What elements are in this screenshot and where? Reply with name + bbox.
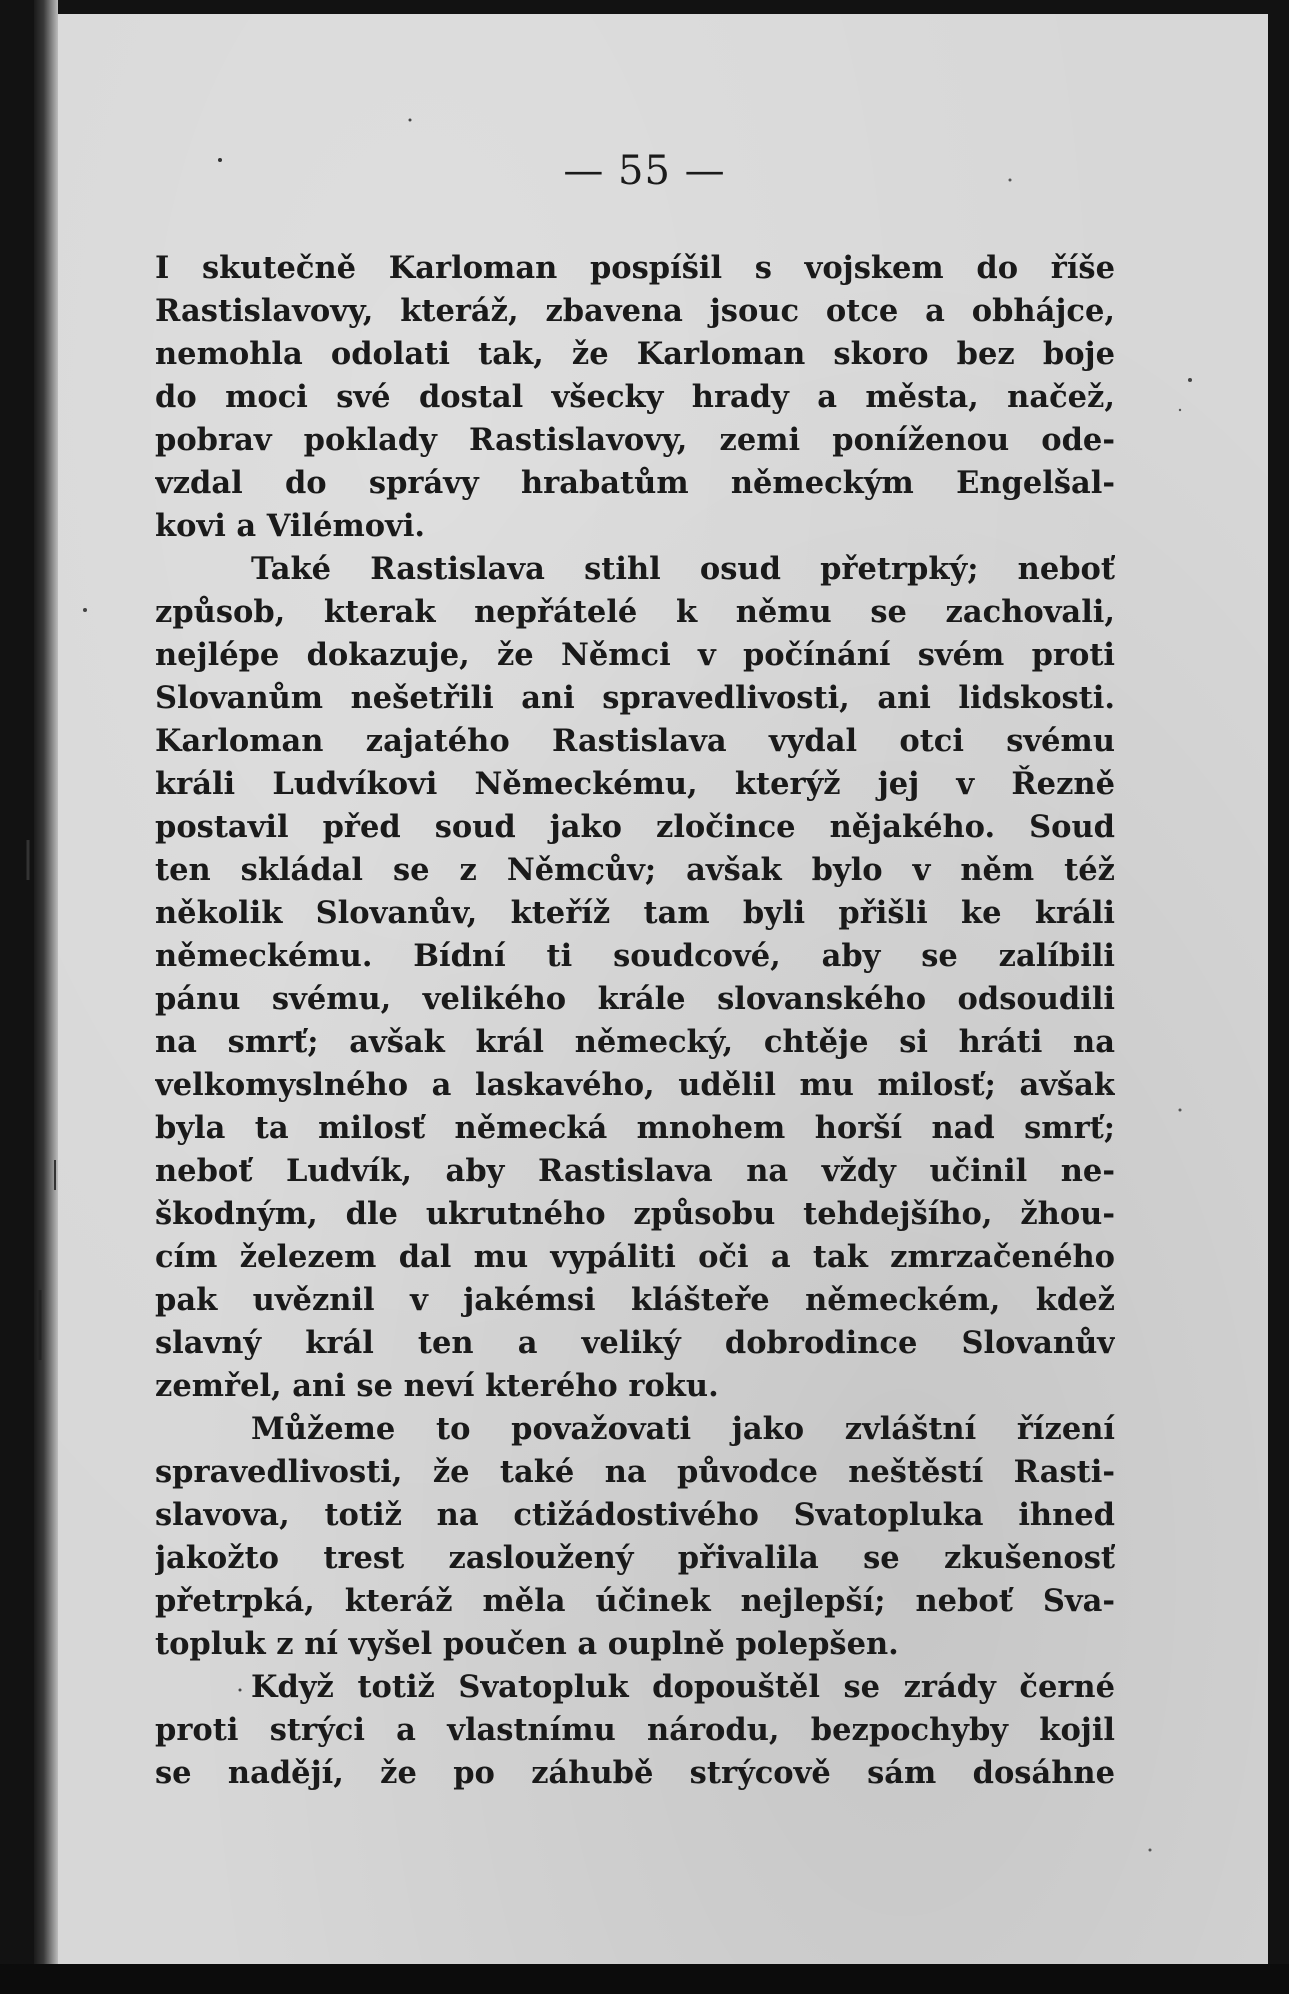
- text-line: nejlépe dokazuje, že Němci v počínání svém proti: [155, 637, 1115, 673]
- text-line: jakožto trest zasloužený přivalila se zkušenosť: [155, 1540, 1115, 1576]
- text-line: na smrť; avšak král německý, chtěje si hráti na: [155, 1024, 1115, 1060]
- text-line: pobrav poklady Rastislavovy, zemi poníženou ode-: [155, 422, 1115, 458]
- text-line: nemohla odolati tak, že Karloman skoro bez boje: [155, 336, 1115, 372]
- text-line: pak uvěznil v jakémsi klášteře německém, kdež: [155, 1282, 1115, 1318]
- text-line: cím železem dal mu vypáliti oči a tak zmrzačeného: [155, 1239, 1115, 1275]
- text-line: byla ta milosť německá mnohem horší nad smrť;: [155, 1110, 1115, 1146]
- text-line: do moci své dostal všecky hrady a města, načež,: [155, 379, 1115, 415]
- text-line: Když totiž Svatopluk dopouštěl se zrády černé: [251, 1669, 1115, 1705]
- text-line: pánu svému, velikého krále slovanského odsoudili: [155, 981, 1115, 1017]
- text-line: se nadějí, že po záhubě strýcově sám dosáhne: [155, 1755, 1115, 1791]
- text-line: přetrpká, kteráž měla účinek nejlepší; neboť Sva-: [155, 1583, 1115, 1619]
- text-line: zemřel, ani se neví kterého roku.: [155, 1368, 719, 1404]
- text-line: škodným, dle ukrutného způsobu tehdejšího, žhou-: [155, 1196, 1115, 1232]
- text-line: kovi a Vilémovi.: [155, 508, 426, 544]
- page-number: — 55 —: [563, 148, 726, 194]
- scan-bottom-border: [0, 1964, 1289, 1994]
- text-line: neboť Ludvík, aby Rastislava na vždy učinil ne-: [155, 1153, 1115, 1189]
- text-line: postavil před soud jako zločince nějakého. Soud: [155, 809, 1115, 845]
- text-line: I skutečně Karloman pospíšil s vojskem do říše: [155, 250, 1115, 286]
- text-line: ten skládal se z Němcův; avšak bylo v něm též: [155, 852, 1115, 888]
- book-spine-edge: [34, 0, 58, 1994]
- text-line: Rastislavovy, kteráž, zbavena jsouc otce a obhájce,: [155, 293, 1115, 329]
- text-line: slavný král ten a veliký dobrodince Slovanův: [155, 1325, 1115, 1361]
- text-line: králi Ludvíkovi Německému, kterýž jej v Řezně: [155, 766, 1115, 802]
- text-line: způsob, kterak nepřátelé k němu se zachovali,: [155, 594, 1115, 630]
- text-line: spravedlivosti, že také na původce neštěstí Rasti-: [155, 1454, 1115, 1490]
- text-line: Můžeme to považovati jako zvláštní řízení: [251, 1411, 1115, 1447]
- text-line: Slovanům nešetřili ani spravedlivosti, ani lidskosti.: [155, 680, 1115, 716]
- body-text: [155, 247, 1115, 1795]
- text-line: velkomyslného a laskavého, udělil mu milosť; avšak: [155, 1067, 1115, 1103]
- text-line: několik Slovanův, kteříž tam byli přišli ke králi: [155, 895, 1115, 931]
- text-line: vzdal do správy hrabatům německým Engelšal-: [155, 465, 1115, 501]
- text-line: Také Rastislava stihl osud přetrpký; neboť: [251, 551, 1115, 587]
- text-line: Karloman zajatého Rastislava vydal otci svému: [155, 723, 1115, 759]
- text-line: topluk z ní vyšel poučen a ouplně polepšen.: [155, 1626, 899, 1662]
- text-line: slavova, totiž na ctižádostivého Svatopluka ihned: [155, 1497, 1115, 1533]
- text-line: proti strýci a vlastnímu národu, bezpochyby kojil: [155, 1712, 1115, 1748]
- text-line: německému. Bídní ti soudcové, aby se zalíbili: [155, 938, 1115, 974]
